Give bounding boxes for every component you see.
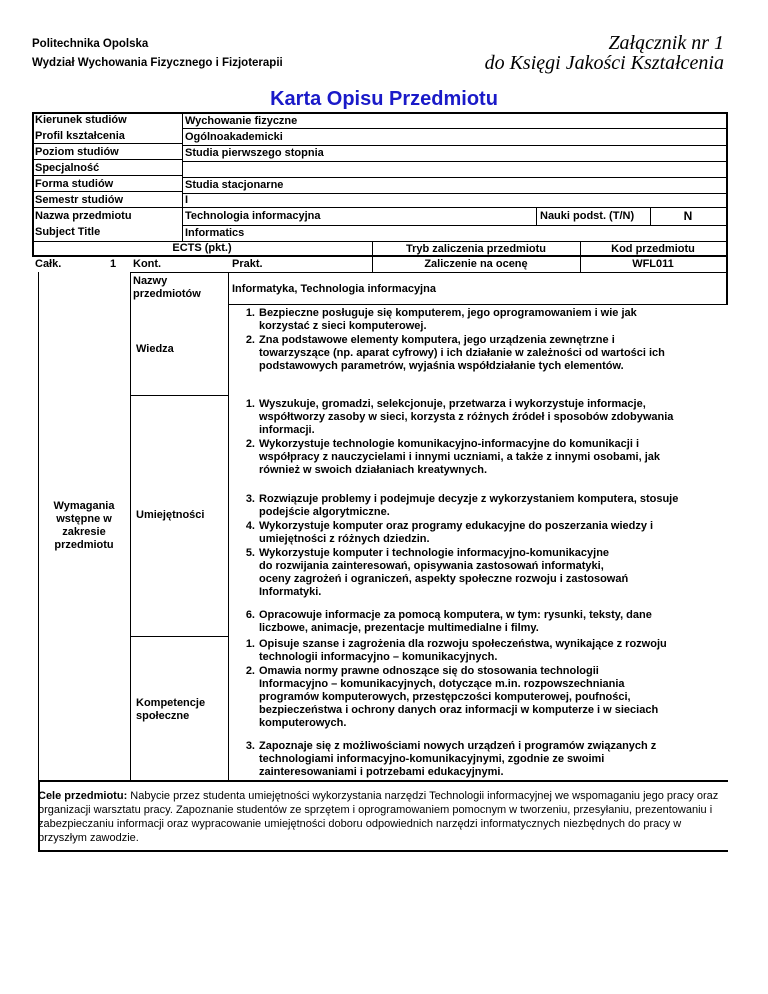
ects-label: ECTS (pkt.) bbox=[172, 242, 232, 254]
umiejetnosci-item-3: 3. Rozwiązuje problemy i podejmuje decyzje z wykorzystaniem komputera, stosuje podejście algorytmiczne. bbox=[245, 493, 679, 518]
annex-line-2: do Księgi Jakości Kształcenia bbox=[484, 52, 724, 74]
calk-label: Całk. bbox=[35, 258, 62, 270]
forma-value: Studia stacjonarne bbox=[185, 179, 284, 191]
annex-line-1: Załącznik nr 1 bbox=[608, 32, 724, 54]
kompetencje-item-2: 2. Omawia normy prawne odnoszące się do stosowania technologii Informacyjno – komunikacyjnych, dotyczące m.in. rozpowszechniania programów komputerowych, przestępczości komputerowej, poufności, bezpieczeństwa i ochrony danych oraz informacji w komputerze i w sieciach komputerowych. bbox=[245, 665, 659, 729]
wiedza-label: Wiedza bbox=[136, 343, 174, 355]
kod-label: Kod przedmiotu bbox=[611, 243, 695, 255]
subject-label: Subject Title bbox=[35, 226, 101, 238]
calk-value: 1 bbox=[110, 258, 117, 270]
kierunek-label: Kierunek studiów bbox=[35, 114, 127, 126]
kompetencje-item-3: 3. Zapoznaje się z możliwościami nowych urządzeń i programów związanych z technologiami informacyjno-komunikacyjnymi, zgodnie ze swoimi zainteresowaniami i potrzebami edukacyjnymi. bbox=[245, 740, 657, 778]
subject-value: Informatics bbox=[185, 227, 245, 239]
kont-label: Kont. bbox=[133, 258, 162, 270]
tryb-label: Tryb zaliczenia przedmiotu bbox=[406, 243, 546, 255]
kompetencje-label: Kompetencje społeczne bbox=[136, 697, 206, 722]
poziom-label: Poziom studiów bbox=[35, 146, 119, 158]
umiejetnosci-item-6: 6. Opracowuje informacje za pomocą komputera, w tym: rysunki, teksty, dane liczbowe, animacje, prezentacje multimedialne i filmy. bbox=[245, 609, 652, 634]
forma-label: Forma studiów bbox=[35, 178, 114, 190]
nauki-label: Nauki podst. (T/N) bbox=[540, 210, 635, 222]
tryb-value: Zaliczenie na ocenę bbox=[424, 258, 528, 270]
wiedza-item-2: 2. Zna podstawowe elementy komputera, jego urządzenia zewnętrzne i towarzyszące (np. aparat cyfrowy) i ich działanie w zależności od wartości ich podstawowych parametrów, wyjaśnia współdziałanie tych elementów. bbox=[245, 334, 665, 372]
umiejetnosci-item-4: 4. Wykorzystuje komputer oraz programy edukacyjne do poszerzania wiedzy i umiejętności z różnych dziedzin. bbox=[245, 520, 654, 545]
nazwy-value: Informatyka, Technologia informacyjna bbox=[232, 283, 436, 295]
kompetencje-item-1: 1. Opisuje szanse i zagrożenia dla rozwoju społeczeństwa, wynikające z rozwoju technologii informacyjno – komunikacyjnych. bbox=[245, 638, 667, 663]
nazwy-label: Nazwy przedmiotów bbox=[133, 275, 201, 300]
umiejetnosci-item-5: 5. Wykorzystuje komputer i technologie informacyjno-komunikacyjne do rozwijania zainteresowań, opisywania zastosowań informatyki, oceny zagrożeń i ograniczeń, aspekty społeczne rozwoju i zastosowań Informatyki. bbox=[245, 547, 629, 598]
course-goals bbox=[38, 789, 728, 845]
nazwa-value: Technologia informacyjna bbox=[185, 210, 321, 222]
poziom-value: Studia pierwszego stopnia bbox=[185, 147, 324, 159]
semestr-value: I bbox=[185, 194, 189, 206]
university-name: Politechnika Opolska bbox=[32, 38, 149, 50]
umiejetnosci-item-2: 2. Wykorzystuje technologie komunikacyjno-informacyjne do komunikacji i współpracy z nauczycielami i innymi uczniami, a także z innymi osobami, jak również w swoich działaniach kreatywnych. bbox=[245, 438, 661, 476]
kod-value: WFL011 bbox=[632, 258, 674, 270]
requirements-label: Wymagania wstępne w zakresie przedmiotu bbox=[53, 500, 115, 551]
specjalnosc-label: Specjalność bbox=[35, 162, 100, 174]
nauki-value: N bbox=[683, 209, 693, 223]
faculty-name: Wydział Wychowania Fizycznego i Fizjoterapii bbox=[32, 57, 283, 69]
goals-text: Nabycie przez studenta umiejętności wykorzystania narzędzi Technologii informacyjnej we wspomaganiu jego pracy oraz organizacji warsztatu pracy. Zapoznanie studentów ze sprzętem i oprogramowaniem pomocnym w tworzeniu, przesyłaniu, prezentowaniu i zabezpieczaniu informacji oraz wypracowanie umiejętności doboru odpowiednich narzędzi informatycznych niezbędnych do pracy w przyszłym zawodzie. bbox=[38, 790, 719, 844]
nazwa-label: Nazwa przedmiotu bbox=[35, 210, 132, 222]
kierunek-value: Wychowanie fizyczne bbox=[185, 115, 298, 127]
profil-label: Profil kształcenia bbox=[35, 130, 125, 142]
semestr-label: Semestr studiów bbox=[35, 194, 124, 206]
page-title: Karta Opisu Przedmiotu bbox=[270, 88, 498, 110]
umiejetnosci-label: Umiejętności bbox=[136, 509, 205, 521]
umiejetnosci-item-1: 1. Wyszukuje, gromadzi, selekcjonuje, przetwarza i wykorzystuje informacje, współtworzy zasoby w sieci, korzysta z różnych źródeł i sposobów zdobywania informacji. bbox=[245, 398, 674, 436]
goals-label: Cele przedmiotu: bbox=[38, 790, 128, 802]
prakt-label: Prakt. bbox=[232, 258, 263, 270]
profil-value: Ogólnoakademicki bbox=[185, 131, 283, 143]
wiedza-item-1: 1. Bezpieczne posługuje się komputerem, jego oprogramowaniem i wie jak korzystać z sieci komputerowej. bbox=[245, 307, 637, 332]
